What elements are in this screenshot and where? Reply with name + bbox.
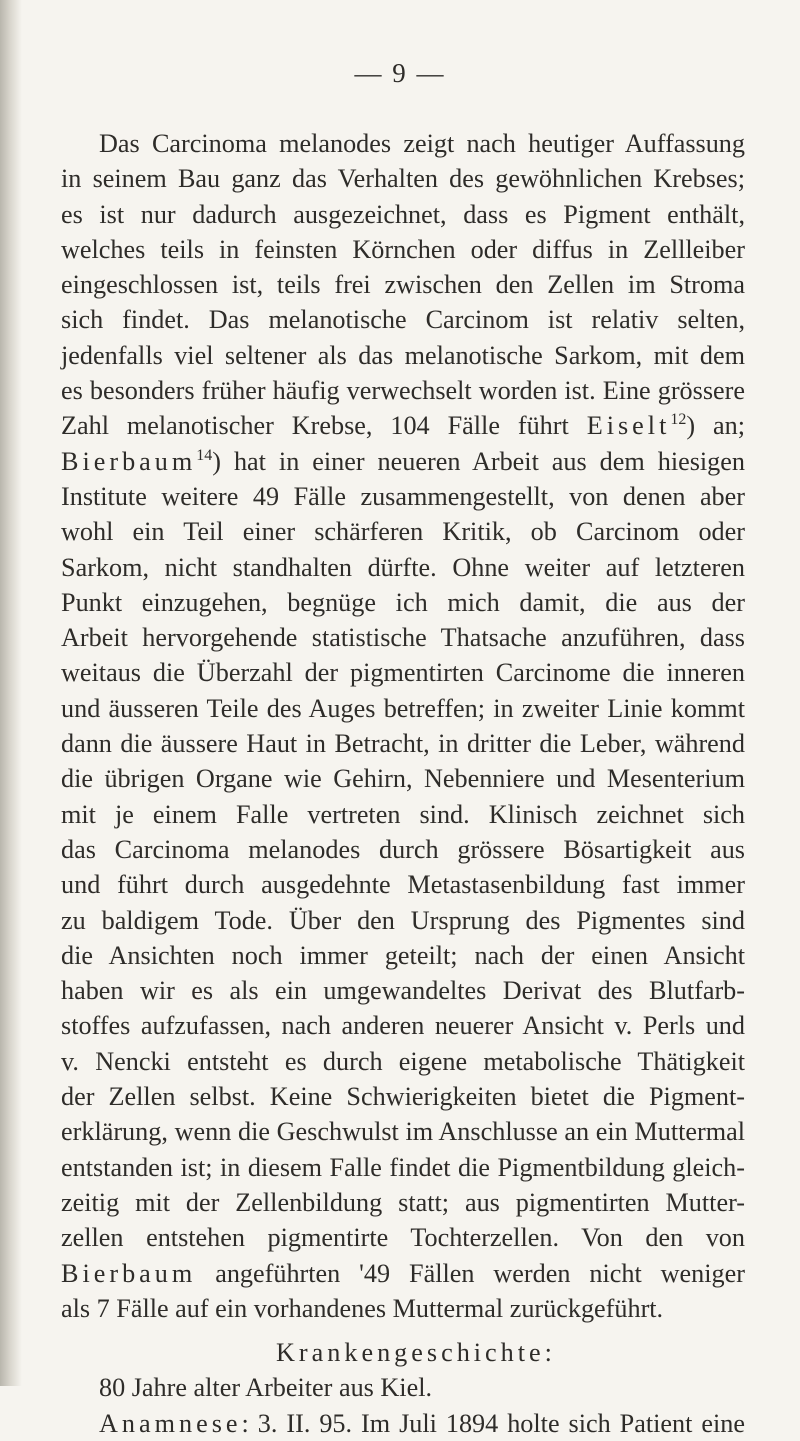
text-line: 80 Jahre alter Arbeiter aus Kiel.	[99, 1373, 433, 1403]
text-line: zellen entstehen pigmentirte Tochterzellen. Von den von	[61, 1223, 745, 1253]
text-line: und führt durch ausgedehnte Metastasenbildung fast immer	[61, 870, 745, 900]
author-name: Bierbaum	[61, 446, 197, 476]
text-line: der Zellen selbst. Keine Schwierigkeiten bietet die Pigment-	[61, 1082, 745, 1112]
text-line: Bierbaum$^{14}$) hat in einer neueren Arbeit aus dem hiesigen	[61, 446, 745, 476]
text-line: Arbeit hervorgehende statistische Thatsache anzuführen, dass	[61, 623, 745, 653]
text-line: in seinem Bau ganz das Verhalten des gewöhnlichen Krebses;	[61, 164, 745, 194]
text-line: zu baldigem Tode. Über den Ursprung des Pigmentes sind	[61, 905, 745, 935]
text-line: das Carcinoma melanodes durch grössere Bösartigkeit aus	[61, 834, 745, 864]
text-line: es ist nur dadurch ausgezeichnet, dass es Pigment enthält,	[61, 199, 745, 229]
text-line: zeitig mit der Zellenbildung statt; aus pigmentirten Mutter-	[61, 1187, 745, 1217]
text-line: eingeschlossen ist, teils frei zwischen den Zellen im Stroma	[61, 270, 745, 300]
text-line: die Ansichten noch immer geteilt; nach der einen Ansicht	[61, 940, 745, 970]
text-line: Sarkom, nicht standhalten dürfte. Ohne weiter auf letzteren	[61, 552, 745, 582]
section-heading: Krankengeschichte:	[276, 1338, 556, 1368]
reference-mark: 12	[670, 411, 687, 429]
text-line: entstanden ist; in diesem Falle findet die Pigmentbildung gleich-	[61, 1152, 745, 1182]
text-line: wohl ein Teil einer schärferen Kritik, ob Carcinom oder	[61, 517, 745, 547]
text-line: Anamnese: 3. II. 95. Im Juli 1894 holte sich Patient eine	[99, 1408, 745, 1438]
text-line: jedenfalls viel seltener als das melanotische Sarkom, mit dem	[61, 340, 745, 370]
text-line: erklärung, wenn die Geschwulst im Anschlusse an ein Muttermal	[61, 1117, 745, 1147]
author-name: Bierbaum	[61, 1258, 197, 1288]
text-line: welches teils in feinsten Körnchen oder diffus in Zellleiber	[61, 234, 745, 264]
text-line: Zahl melanotischer Krebse, 104 Fälle führt Eiselt$^{12}$) an;	[61, 411, 745, 441]
text-line: haben wir es als ein umgewandeltes Derivat des Blutfarb-	[61, 976, 745, 1006]
reference-mark: 14	[196, 446, 213, 464]
page-left-edge-shadow	[0, 0, 22, 1386]
text-line: als 7 Fälle auf ein vorhandenes Muttermal zurückgeführt.	[61, 1293, 664, 1323]
text-line: weitaus die Überzahl der pigmentirten Carcinome die inneren	[61, 658, 745, 688]
text-line: und äusseren Teile des Auges betreffen; in zweiter Linie kommt	[61, 693, 745, 723]
page-number: — 9 —	[354, 58, 446, 88]
text-line: die übrigen Organe wie Gehirn, Nebenniere und Mesenterium	[61, 764, 745, 794]
text-line: v. Nencki entsteht es durch eigene metabolische Thätigkeit	[61, 1046, 745, 1076]
text-line: mit je einem Falle vertreten sind. Klinisch zeichnet sich	[61, 799, 745, 829]
text-line: Punkt einzugehen, begnüge ich mich damit, die aus der	[61, 587, 745, 617]
text-line: sich findet. Das melanotische Carcinom ist relativ selten,	[61, 305, 745, 335]
text-line: dann die äussere Haut in Betracht, in dritter die Leber, während	[61, 729, 745, 759]
text-line: es besonders früher häufig verwechselt worden ist. Eine grössere	[61, 376, 745, 406]
text-line: Institute weitere 49 Fälle zusammengestellt, von denen aber	[61, 481, 745, 511]
text-line: Bierbaum angeführten '49 Fällen werden nicht weniger	[61, 1258, 745, 1288]
author-name: Eiselt	[586, 411, 671, 441]
text-line: Das Carcinoma melanodes zeigt nach heutiger Auffassung	[99, 129, 745, 158]
text-line: stoffes aufzufassen, nach anderen neuerer Ansicht v. Perls und	[61, 1011, 745, 1041]
body-text	[61, 126, 745, 1441]
subheading-label: Anamnese	[99, 1408, 242, 1438]
